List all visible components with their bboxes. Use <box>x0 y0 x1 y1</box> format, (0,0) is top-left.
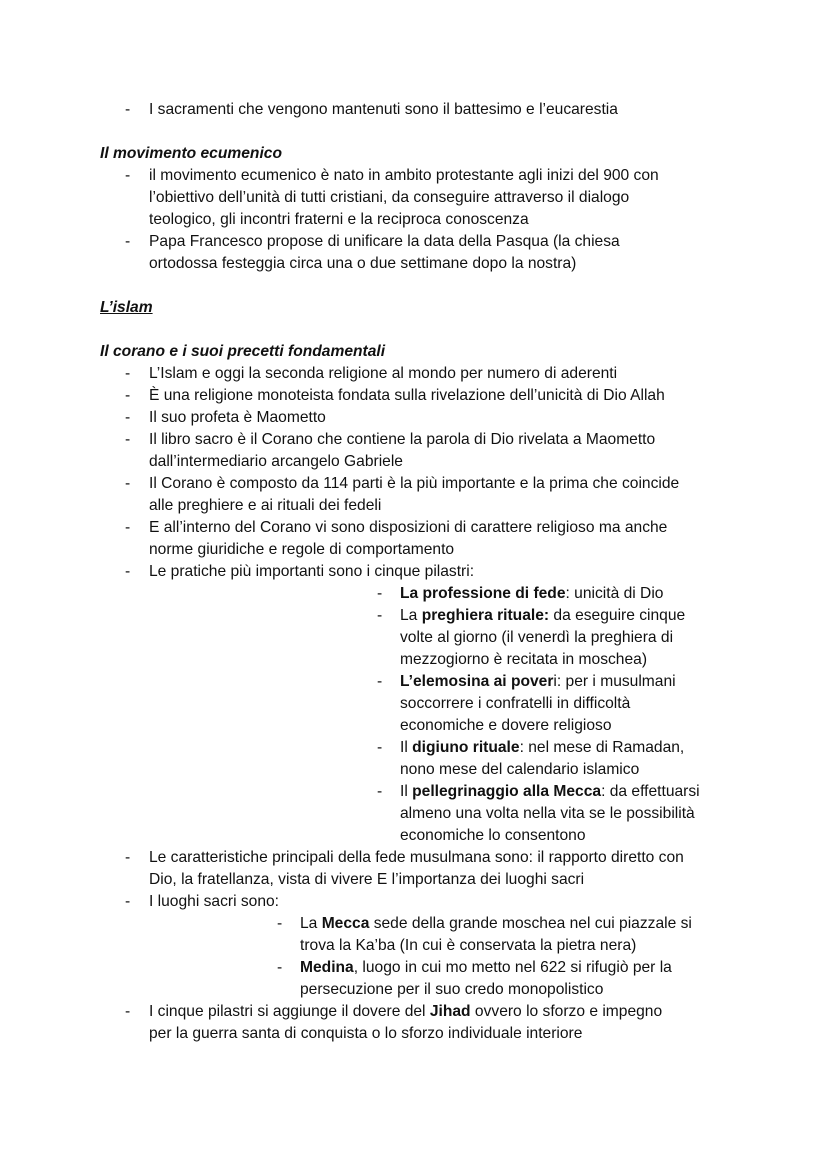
bullet-dash: - <box>125 387 131 404</box>
pilastro-line: soccorrere i confratelli in difficoltà <box>400 695 631 712</box>
luogo-medina: Medina, luogo in cui mo metto nel 622 si rifugiò per la <box>300 959 672 976</box>
bullet-jihad: I cinque pilastri si aggiunge il dovere del Jihad ovvero lo sforzo e impegno <box>149 1003 663 1020</box>
bullet-line: Le pratiche più importanti sono i cinque pilastri: <box>149 563 475 580</box>
bullet-dash: - <box>125 431 131 448</box>
bullet-line: Dio, la fratellanza, vista di vivere E l’importanza dei luoghi sacri <box>149 871 585 888</box>
pilastro-line: mezzogiorno è recitata in moschea) <box>400 651 648 668</box>
bullet-line: ortodossa festeggia circa una o due settimane dopo la nostra) <box>149 255 577 272</box>
bullet-dash: - <box>125 409 131 426</box>
bullet-line: l’obiettivo dell’unità di tutti cristiani, da conseguire attraverso il dialogo <box>149 189 630 206</box>
pilastro-line: economiche lo consentono <box>400 827 586 844</box>
bullet-dash: - <box>125 365 131 382</box>
pilastro-line: nono mese del calendario islamico <box>400 761 640 778</box>
bullet-dash: - <box>125 167 131 184</box>
bullet-sacramenti: I sacramenti che vengono mantenuti sono il battesimo e l’eucarestia <box>149 101 618 118</box>
pilastro-digiuno: Il digiuno rituale: nel mese di Ramadan, <box>400 739 685 756</box>
sub-bullet-dash: - <box>277 959 283 976</box>
bullet-line: L’Islam e oggi la seconda religione al mondo per numero di aderenti <box>149 365 618 382</box>
bullet-line: E all’interno del Corano vi sono disposizioni di carattere religioso ma anche <box>149 519 668 536</box>
bullet-dash: - <box>125 849 131 866</box>
bullet-line: Il Corano è composto da 114 parti è la più importante e la prima che coincide <box>149 475 680 492</box>
bullet-line: il movimento ecumenico è nato in ambito protestante agli inizi del 900 con <box>149 167 659 184</box>
bullet-line: Il suo profeta è Maometto <box>149 409 326 426</box>
sub-bullet-dash: - <box>377 783 383 800</box>
bullet-line: teologico, gli incontri fraterni e la reciproca conoscenza <box>149 211 529 228</box>
luogo-line: persecuzione per il suo credo monopolistico <box>300 981 604 998</box>
pilastro-preghiera: La preghiera rituale: da eseguire cinque <box>400 607 686 624</box>
chapter-title-islam: L’islam <box>100 299 153 316</box>
bullet-dash: - <box>125 233 131 250</box>
pilastro-elemosina: L’elemosina ai poveri: per i musulmani <box>400 673 676 690</box>
heading-movimento-ecumenico: Il movimento ecumenico <box>100 145 282 162</box>
bullet-line: per la guerra santa di conquista o lo sforzo individuale interiore <box>149 1025 583 1042</box>
sub-bullet-dash: - <box>377 739 383 756</box>
bullet-line: dall’intermediario arcangelo Gabriele <box>149 453 403 470</box>
pilastro-professione: La professione di fede: unicità di Dio <box>400 585 664 602</box>
sub-bullet-dash: - <box>377 607 383 624</box>
pilastro-pellegrinaggio: Il pellegrinaggio alla Mecca: da effettuarsi <box>400 783 700 800</box>
bullet-line: È una religione monoteista fondata sulla rivelazione dell’unicità di Dio Allah <box>149 387 665 404</box>
bullet-dash: - <box>125 101 131 118</box>
bullet-luoghi-sacri: I luoghi sacri sono: <box>149 893 280 910</box>
pilastro-line: economiche e dovere religioso <box>400 717 612 734</box>
sub-bullet-dash: - <box>377 673 383 690</box>
heading-corano: Il corano e i suoi precetti fondamentali <box>100 343 386 360</box>
pilastro-line: almeno una volta nella vita se le possibilità <box>400 805 695 822</box>
sub-bullet-dash: - <box>277 915 283 932</box>
bullet-line: Papa Francesco propose di unificare la data della Pasqua (la chiesa <box>149 233 620 250</box>
bullet-dash: - <box>125 563 131 580</box>
luogo-mecca: La Mecca sede della grande moschea nel cui piazzale si <box>300 915 692 932</box>
luogo-line: trova la Ka’ba (In cui è conservata la pietra nera) <box>300 937 637 954</box>
bullet-dash: - <box>125 893 131 910</box>
bullet-line: alle preghiere e ai rituali dei fedeli <box>149 497 382 514</box>
sub-bullet-dash: - <box>377 585 383 602</box>
bullet-line: Il libro sacro è il Corano che contiene la parola di Dio rivelata a Maometto <box>149 431 656 448</box>
bullet-line: norme giuridiche e regole di comportamento <box>149 541 455 558</box>
bullet-dash: - <box>125 1003 131 1020</box>
pilastro-line: volte al giorno (il venerdì la preghiera di <box>400 629 674 646</box>
bullet-line: Le caratteristiche principali della fede musulmana sono: il rapporto diretto con <box>149 849 684 866</box>
bullet-dash: - <box>125 475 131 492</box>
bullet-dash: - <box>125 519 131 536</box>
